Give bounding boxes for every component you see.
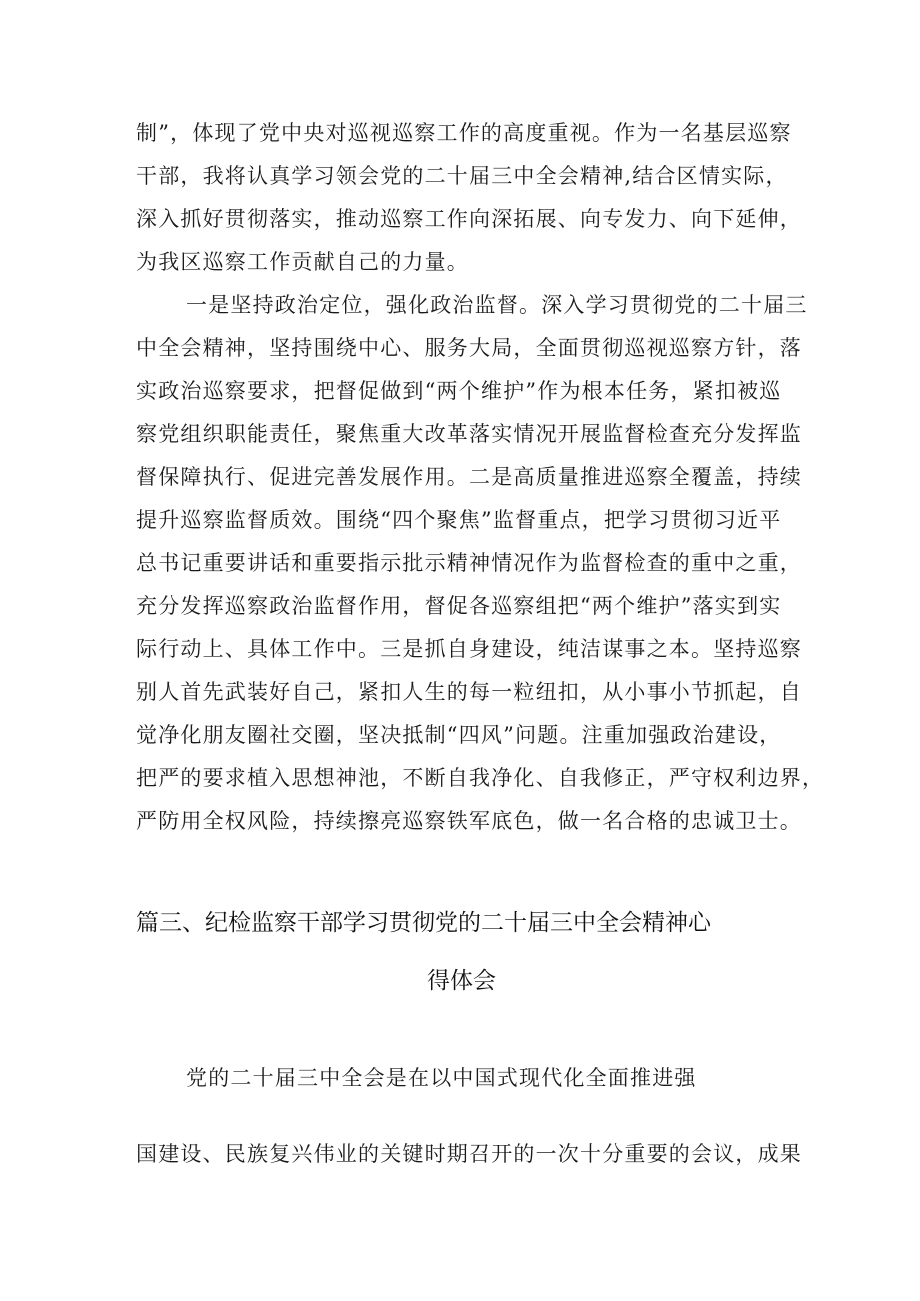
paragraph-line: 干部，我将认真学习领会党的二十届三中全会精神,结合区情实际， [136, 164, 788, 188]
paragraph-line: 督保障执行、促进完善发展作用。二是高质量推进巡察全覆盖，持续 [136, 465, 802, 489]
paragraph-line: 为我区巡察工作贡献自己的力量。 [136, 250, 469, 274]
section-heading-line-1: 篇三、纪检监察干部学习贯彻党的二十届三中全会精神心 [136, 910, 711, 936]
paragraph-line: 一是坚持政治定位，强化政治监督。深入学习贯彻党的二十届三 [186, 293, 808, 317]
paragraph-line: 察党组织职能责任，聚焦重大改革落实情况开展监督检查充分发挥监 [136, 422, 802, 446]
paragraph-line: 实政治巡察要求，把督促做到“两个维护”作为根本任务，紧扣被巡 [136, 379, 782, 403]
paragraph-line: 觉净化朋友圈社交圈，坚决抵制“四风”问题。注重加强政治建设， [136, 723, 782, 747]
paragraph-line: 深入抓好贯彻落实，推动巡察工作向深拓展、向专发力、向下延伸， [136, 207, 802, 231]
section-heading-line-2: 得体会 [427, 968, 496, 994]
paragraph-line: 别人首先武装好自己，紧扣人生的每一粒纽扣，从小事小节抓起，自 [136, 680, 802, 704]
paragraph-line: 严防用全权风险，持续擦亮巡察铁军底色，做一名合格的忠诚卫士。 [136, 809, 802, 833]
paragraph-line: 提升巡察监督质效。围绕“四个聚焦”监督重点，把学习贯彻习近平 [136, 508, 782, 532]
paragraph-line: 充分发挥巡察政治监督作用，督促各巡察组把“两个维护”落实到实 [136, 594, 782, 618]
paragraph-line: 制”，体现了党中央对巡视巡察工作的高度重视。作为一名基层巡察 [136, 121, 792, 145]
paragraph-line: 际行动上、具体工作中。三是抓自身建设，纯洁谋事之本。坚持巡察 [136, 637, 802, 661]
paragraph-line: 国建设、民族复兴伟业的关键时期召开的一次十分重要的会议，成果 [136, 1142, 802, 1166]
paragraph-line: 总书记重要讲话和重要指示批示精神情况作为监督检查的重中之重， [136, 551, 802, 575]
paragraph-line: 党的二十届三中全会是在以中国式现代化全面推进强 [186, 1066, 697, 1090]
paragraph-line: 中全会精神，坚持围绕中心、服务大局，全面贯彻巡视巡察方针，落 [136, 336, 802, 360]
paragraph-line: 把严的要求植入思想神池，不断自我净化、自我修正，严守权利边界， [136, 766, 825, 790]
